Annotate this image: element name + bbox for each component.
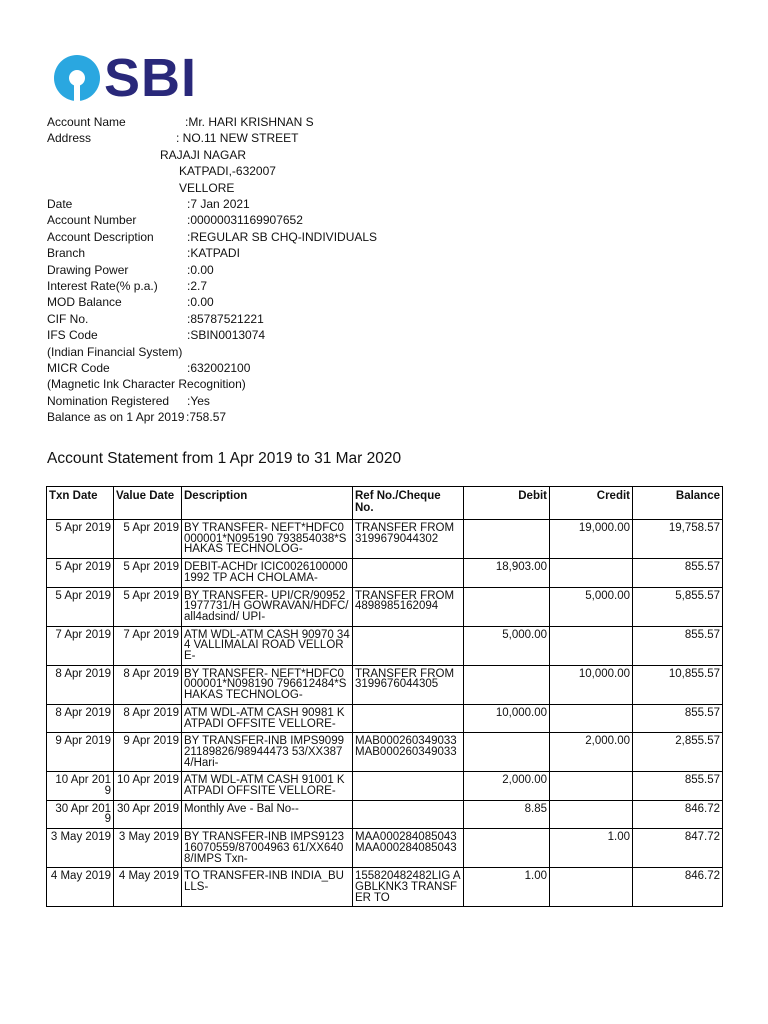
cell-credit: 10,000.00 (550, 665, 633, 704)
account-field-value: KATPADI,-632007 (179, 164, 276, 179)
cell-value-date: 9 Apr 2019 (114, 733, 182, 772)
account-field-label: (Indian Financial System) (47, 344, 183, 359)
cell-value-date: 10 Apr 2019 (114, 772, 182, 800)
account-field-value: VELLORE (179, 180, 235, 195)
account-field-label: CIF No. (47, 311, 89, 326)
cell-description: BY TRANSFER-INB IMPS912316070559/87004963 61/XX6408/IMPS Txn- (182, 829, 353, 868)
col-credit: Credit (550, 487, 633, 520)
sbi-logo-text: SBI (104, 48, 198, 108)
cell-description: TO TRANSFER-INB INDIA_BULLS- (182, 868, 353, 907)
cell-txn-date: 9 Apr 2019 (47, 733, 114, 772)
cell-value-date: 30 Apr 2019 (114, 800, 182, 828)
cell-description: BY TRANSFER- NEFT*HDFC0000001*N095190 793854038*SHAKAS TECHNOLOG- (182, 520, 353, 559)
col-ref-no: Ref No./Cheque No. (353, 487, 464, 520)
cell-credit (550, 800, 633, 828)
cell-credit (550, 772, 633, 800)
cell-credit (550, 559, 633, 587)
account-field-value: :SBIN0013074 (187, 328, 266, 343)
cell-value-date: 8 Apr 2019 (114, 665, 182, 704)
cell-debit (464, 829, 550, 868)
account-field-label: Account Number (47, 213, 137, 228)
cell-txn-date: 10 Apr 2019 (47, 772, 114, 800)
cell-description: ATM WDL-ATM CASH 91001 KATPADI OFFSITE VELLORE- (182, 772, 353, 800)
cell-balance: 846.72 (633, 868, 723, 907)
cell-debit: 5,000.00 (464, 626, 550, 665)
table-row (47, 559, 723, 587)
cell-balance: 847.72 (633, 829, 723, 868)
cell-ref-no: TRANSFER FROM 3199676044305 (353, 665, 464, 704)
cell-txn-date: 8 Apr 2019 (47, 665, 114, 704)
cell-balance: 10,855.57 (633, 665, 723, 704)
cell-ref-no (353, 559, 464, 587)
col-value-date: Value Date (114, 487, 182, 520)
account-field-label: Branch (47, 246, 86, 261)
cell-balance: 855.57 (633, 559, 723, 587)
cell-txn-date: 7 Apr 2019 (47, 626, 114, 665)
cell-balance: 855.57 (633, 626, 723, 665)
cell-description: ATM WDL-ATM CASH 90970 344 VALLIMALAI ROAD VELLORE- (182, 626, 353, 665)
cell-value-date: 5 Apr 2019 (114, 559, 182, 587)
cell-balance: 19,758.57 (633, 520, 723, 559)
table-row (47, 587, 723, 626)
cell-credit: 1.00 (550, 829, 633, 868)
cell-credit: 5,000.00 (550, 587, 633, 626)
cell-value-date: 5 Apr 2019 (114, 587, 182, 626)
sbi-logo-icon (54, 55, 100, 101)
table-row (47, 704, 723, 732)
account-field-label: Account Description (47, 229, 154, 244)
table-row (47, 520, 723, 559)
cell-credit: 19,000.00 (550, 520, 633, 559)
cell-debit: 10,000.00 (464, 704, 550, 732)
cell-value-date: 7 Apr 2019 (114, 626, 182, 665)
cell-balance: 5,855.57 (633, 587, 723, 626)
account-field-value: :7 Jan 2021 (187, 197, 250, 211)
table-row (47, 733, 723, 772)
cell-credit (550, 704, 633, 732)
cell-debit (464, 520, 550, 559)
account-field-value: : NO.11 NEW STREET (176, 131, 299, 146)
cell-ref-no (353, 626, 464, 665)
table-row (47, 665, 723, 704)
cell-description: ATM WDL-ATM CASH 90981 KATPADI OFFSITE VELLORE- (182, 704, 353, 732)
cell-value-date: 8 Apr 2019 (114, 704, 182, 732)
account-field-label: Account Name (47, 115, 126, 129)
account-field-value: :REGULAR SB CHQ-INDIVIDUALS (187, 229, 378, 244)
cell-value-date: 5 Apr 2019 (114, 520, 182, 559)
account-field-label: MOD Balance (47, 295, 122, 310)
account-field-value: :632002100 (187, 361, 251, 375)
table-header-row (47, 487, 723, 520)
cell-value-date: 3 May 2019 (114, 829, 182, 868)
account-field-label: MICR Code (47, 361, 110, 375)
cell-credit (550, 868, 633, 907)
cell-debit (464, 665, 550, 704)
cell-txn-date: 5 Apr 2019 (47, 559, 114, 587)
cell-ref-no: 155820482482LIG AGBLKNK3 TRANSFER TO (353, 868, 464, 907)
account-field-label: Date (47, 197, 73, 211)
account-field-value: :758.57 (186, 410, 227, 425)
account-field-label: Balance as on 1 Apr 2019 (47, 410, 185, 425)
cell-balance: 855.57 (633, 704, 723, 732)
account-field-value: RAJAJI NAGAR (160, 147, 247, 162)
account-field-label: IFS Code (47, 328, 98, 343)
col-txn-date: Txn Date (47, 487, 114, 520)
cell-balance: 846.72 (633, 800, 723, 828)
cell-ref-no (353, 772, 464, 800)
cell-ref-no: MAB000260349033 MAB000260349033 (353, 733, 464, 772)
account-field-value: :Mr. HARI KRISHNAN S (185, 115, 314, 129)
account-field-value: :2.7 (187, 279, 208, 293)
account-field-value: :Yes (187, 393, 210, 408)
table-row (47, 800, 723, 828)
cell-description: BY TRANSFER-INB IMPS909921189826/98944473 53/XX3874/Hari- (182, 733, 353, 772)
statement-title: Account Statement from 1 Apr 2019 to 31 Mar 2020 (47, 450, 402, 467)
cell-txn-date: 5 Apr 2019 (47, 520, 114, 559)
table-row (47, 772, 723, 800)
table-row (47, 868, 723, 907)
cell-debit (464, 587, 550, 626)
cell-debit (464, 733, 550, 772)
transactions-table (46, 486, 723, 907)
cell-debit: 8.85 (464, 800, 550, 828)
cell-description: DEBIT-ACHDr ICIC00261000001992 TP ACH CHOLAMA- (182, 559, 353, 587)
account-field-label: (Magnetic Ink Character Recognition) (47, 377, 246, 392)
cell-ref-no (353, 704, 464, 732)
col-balance: Balance (633, 487, 723, 520)
cell-txn-date: 4 May 2019 (47, 868, 114, 907)
cell-debit: 1.00 (464, 868, 550, 907)
cell-balance: 2,855.57 (633, 733, 723, 772)
cell-txn-date: 8 Apr 2019 (47, 704, 114, 732)
account-field-value: :0.00 (187, 262, 214, 277)
cell-ref-no (353, 800, 464, 828)
account-field-label: Drawing Power (47, 262, 129, 277)
cell-credit (550, 626, 633, 665)
cell-balance: 855.57 (633, 772, 723, 800)
account-field-value: :0.00 (187, 295, 214, 310)
account-field-label: Nomination Registered (47, 393, 170, 408)
sbi-logo (54, 48, 198, 108)
cell-ref-no: MAA000284085043 MAA000284085043 (353, 829, 464, 868)
cell-debit: 18,903.00 (464, 559, 550, 587)
cell-txn-date: 5 Apr 2019 (47, 587, 114, 626)
cell-description: BY TRANSFER- NEFT*HDFC0000001*N098190 796612484*SHAKAS TECHNOLOG- (182, 665, 353, 704)
cell-txn-date: 3 May 2019 (47, 829, 114, 868)
col-description: Description (182, 487, 353, 520)
cell-description: BY TRANSFER- UPI/CR/909521977731/H GOWRAVAN/HDFC/all4adsind/ UPI- (182, 587, 353, 626)
cell-description: Monthly Ave - Bal No-- (182, 800, 353, 828)
account-field-value: :KATPADI (187, 246, 240, 261)
cell-credit: 2,000.00 (550, 733, 633, 772)
account-field-value: :85787521221 (187, 311, 264, 326)
cell-debit: 2,000.00 (464, 772, 550, 800)
col-debit: Debit (464, 487, 550, 520)
cell-txn-date: 30 Apr 2019 (47, 800, 114, 828)
cell-ref-no: TRANSFER FROM 3199679044302 (353, 520, 464, 559)
account-field-value: :00000031169907652 (187, 213, 303, 228)
cell-value-date: 4 May 2019 (114, 868, 182, 907)
account-field-label: Interest Rate(% p.a.) (47, 279, 158, 293)
table-row (47, 829, 723, 868)
account-field-label: Address (47, 131, 92, 146)
table-row (47, 626, 723, 665)
cell-ref-no: TRANSFER FROM 4898985162094 (353, 587, 464, 626)
